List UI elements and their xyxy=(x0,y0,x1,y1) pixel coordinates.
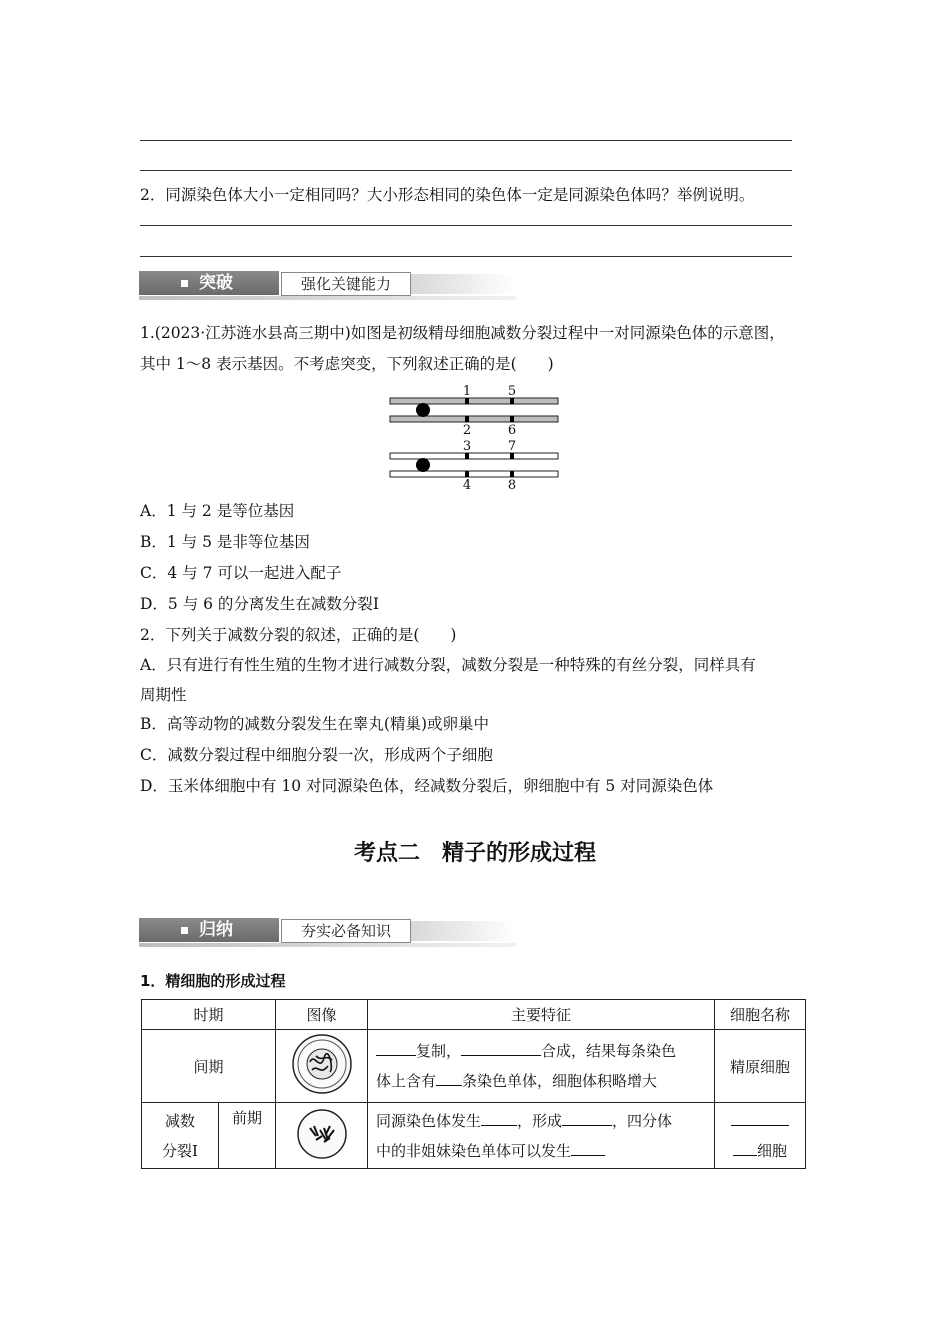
fill-blank[interactable] xyxy=(733,1139,757,1156)
table-header-row xyxy=(142,1000,806,1030)
banner-tag: 归纳 xyxy=(199,920,233,940)
answer-line-3 xyxy=(140,225,792,226)
fill-blank[interactable] xyxy=(376,1039,416,1056)
row2-stage: 减数 分裂Ⅰ xyxy=(142,1103,219,1169)
table-heading: 1．精细胞的形成过程 xyxy=(140,972,286,990)
row1-cell-name: 精原细胞 xyxy=(715,1030,806,1103)
row2-period: 前期 xyxy=(219,1103,276,1169)
square-icon xyxy=(181,280,188,287)
fill-blank[interactable] xyxy=(731,1109,789,1126)
banner-subtitle: 强化关键能力 xyxy=(281,272,411,296)
q2-option-c: C．减数分裂过程中细胞分裂一次，形成两个子细胞 xyxy=(140,746,493,764)
q1-option-d: D．5 与 6 的分离发生在减数分裂Ⅰ xyxy=(140,595,380,613)
row1-period: 间期 xyxy=(142,1030,276,1103)
q2-option-b: B．高等动物的减数分裂发生在睾丸(精巢)或卵巢中 xyxy=(140,715,489,733)
banner-breakthrough xyxy=(139,270,516,300)
answer-line-2 xyxy=(140,170,792,171)
square-icon xyxy=(181,927,188,934)
chromosome-figure xyxy=(385,383,565,493)
answer-line-4 xyxy=(140,256,792,257)
table-row xyxy=(142,1103,806,1169)
fill-blank[interactable] xyxy=(562,1109,612,1126)
gene-label: 1 xyxy=(462,384,472,399)
q2-option-a-line2: 周期性 xyxy=(140,686,187,704)
prophase-cell-image xyxy=(294,1106,350,1162)
gene-label: 5 xyxy=(507,384,517,399)
centromere-1 xyxy=(416,403,430,417)
fill-blank[interactable] xyxy=(481,1109,517,1126)
q2-stem: 2．下列关于减数分裂的叙述，正确的是( ) xyxy=(140,626,457,644)
fill-blank[interactable] xyxy=(436,1069,462,1086)
header-cell-name: 细胞名称 xyxy=(715,1000,806,1030)
review-question-2: 2．同源染色体大小一定相同吗？大小形态相同的染色体一定是同源染色体吗？举例说明。 xyxy=(140,186,755,204)
row1-features: 复制， 合成，结果每条染色 体上含有 条染色单体，细胞体积略增大 xyxy=(368,1030,715,1103)
row2-features: 同源染色体发生 ，形成 ，四分体 中的非姐妹染色单体可以发生 xyxy=(368,1103,715,1169)
table-row xyxy=(142,1030,806,1103)
q1-stem-line1: 1.(2023·江苏涟水县高三期中)如图是初级精母细胞减数分裂过程中一对同源染色体的示意图， xyxy=(140,324,785,342)
gene-label: 3 xyxy=(462,439,472,454)
interphase-cell-image xyxy=(290,1032,354,1096)
gene-label: 6 xyxy=(507,423,517,438)
row2-cell-name: 细胞 xyxy=(715,1103,806,1169)
q2-option-d: D．玉米体细胞中有 10 对同源染色体，经减数分裂后，卵细胞中有 5 对同源染色体 xyxy=(140,777,714,795)
header-image: 图像 xyxy=(276,1000,368,1030)
q1-option-c: C．4 与 7 可以一起进入配子 xyxy=(140,564,342,582)
fill-blank[interactable] xyxy=(571,1139,605,1156)
header-period: 时期 xyxy=(142,1000,276,1030)
fill-blank[interactable] xyxy=(461,1039,541,1056)
gene-label: 4 xyxy=(462,478,472,493)
q1-option-b: B．1 与 5 是非等位基因 xyxy=(140,533,310,551)
q1-option-a: A．1 与 2 是等位基因 xyxy=(140,502,295,520)
section-title: 考点二 精子的形成过程 xyxy=(353,841,596,866)
banner-tag: 突破 xyxy=(199,273,233,293)
gene-label: 2 xyxy=(462,423,472,438)
header-features: 主要特征 xyxy=(368,1000,715,1030)
centromere-2 xyxy=(416,458,430,472)
q1-stem-line2: 其中 1～8 表示基因。不考虑突变，下列叙述正确的是( ) xyxy=(140,355,554,373)
gene-label: 7 xyxy=(507,439,517,454)
banner-subtitle: 夯实必备知识 xyxy=(281,919,411,943)
gene-label: 8 xyxy=(507,478,517,493)
spermatogenesis-table xyxy=(141,999,806,1169)
q2-option-a-line1: A．只有进行有性生殖的生物才进行减数分裂，减数分裂是一种特殊的有丝分裂，同样具有 xyxy=(140,656,756,674)
banner-summary xyxy=(139,917,516,947)
answer-line-1 xyxy=(140,140,792,141)
